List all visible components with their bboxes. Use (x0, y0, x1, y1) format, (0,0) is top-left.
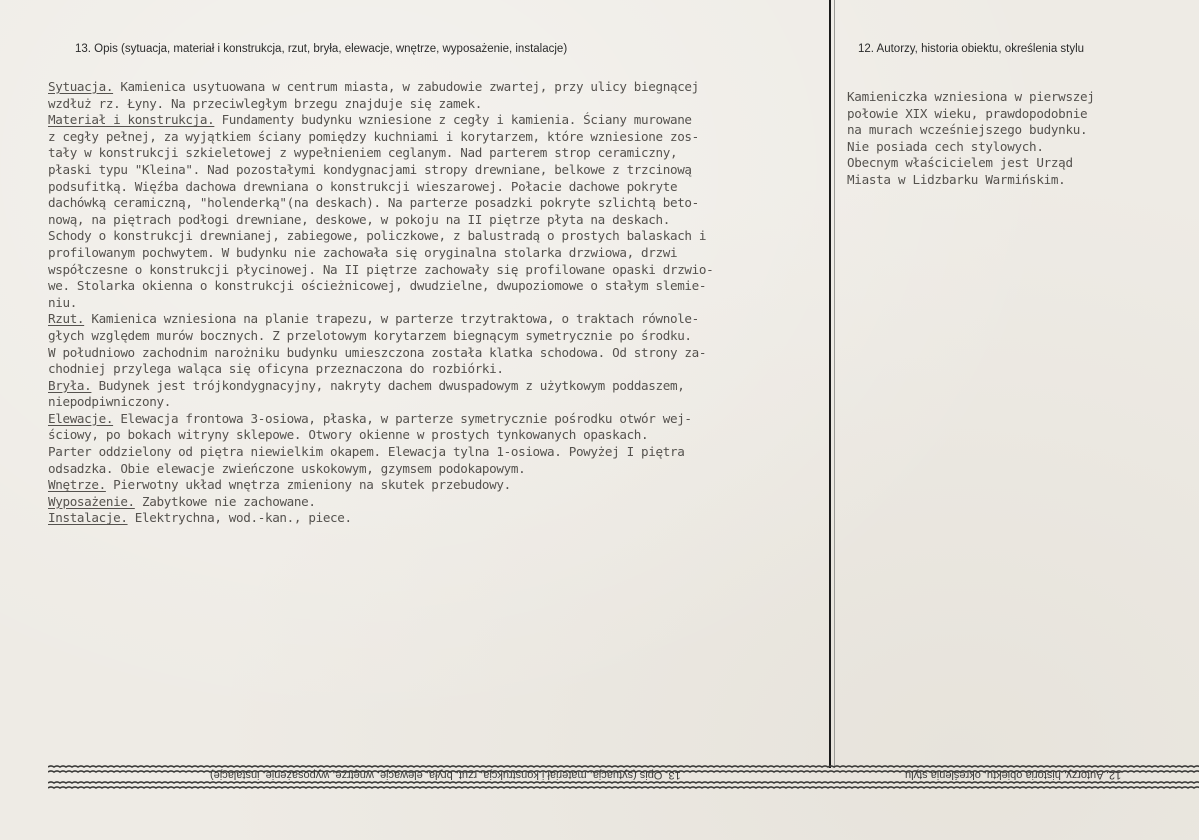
text-line (48, 378, 828, 395)
line-text: współczesne o konstrukcji płycinowej. Na II piętrze zachowały się profilowane opaski drzwio- (48, 261, 714, 277)
text-line (48, 295, 828, 312)
line-text: Fundamenty budynku wzniesione z cegły i kamienia. Ściany murowane (214, 112, 692, 128)
line-text: Elewacja frontowa 3-osiowa, płaska, w parterze symetrycznie pośrodku otwór wej- (113, 410, 692, 426)
description-text (48, 79, 828, 527)
text-line (48, 328, 828, 345)
text-line (48, 262, 828, 279)
line-text: Parter oddzielony od piętra niewielkim okapem. Elewacja tylna 1-osiowa. Powyżej I piętra (48, 444, 685, 460)
column-divider-shadow (834, 0, 835, 768)
text-line: na murach wcześniejszego budynku. (847, 122, 1088, 138)
section-12-heading: 12. Autorzy, historia obiektu, określenia stylu (858, 43, 1085, 55)
text-line (48, 444, 828, 461)
column-divider (829, 0, 831, 768)
text-line (48, 228, 828, 245)
line-text: Kamienica usytuowana w centrum miasta, w zabudowie zwartej, przy ulicy biegnącej (113, 79, 699, 94)
text-line (48, 427, 828, 444)
text-line (48, 510, 828, 527)
section-label: Instalacje. (48, 510, 128, 526)
text-line (48, 96, 828, 113)
text-line (48, 179, 828, 196)
mirrored-section-13-heading: 13. Opis (sytuacja, materiał i konstrukcja, rzut, bryła, elewacje, wnętrze, wyposażenie, instalacje) (210, 769, 681, 781)
text-line (48, 278, 828, 295)
text-line (48, 411, 828, 428)
text-line (48, 212, 828, 229)
text-line (48, 477, 828, 494)
wave-line (48, 787, 1199, 788)
section-label: Bryła. (48, 377, 92, 393)
section-label: Elewacje. (48, 410, 114, 426)
line-text: dachówką ceramiczną, "holenderką"(na deskach). Na parterze posadzki pokryte szlichtą beto- (48, 195, 699, 211)
line-text: profilowanym pochwytem. W budynku nie zachowała się oryginalna stolarka drzwiowa, drzwi (48, 244, 678, 260)
text-line: Kamieniczka wzniesiona w pierwszej (847, 89, 1095, 104)
line-text: tały w konstrukcji szkieletowej z wypełnieniem ceglanym. Nad parterem strop ceramiczny, (48, 145, 678, 161)
text-line (48, 195, 828, 212)
line-text: W południowo zachodnim narożniku budynku umieszczona została klatka schodowa. Od strony za- (48, 344, 707, 360)
line-text: Pierwotny układ wnętrza zmieniony na skutek przebudowy. (105, 477, 511, 493)
text-line (48, 79, 828, 96)
section-label: Rzut. (48, 311, 85, 327)
section-label: Sytuacja. (48, 79, 114, 94)
text-line (48, 162, 828, 179)
line-text: niu. (48, 294, 77, 310)
line-text: Elektrychna, wod.-kan., piece. (127, 510, 352, 526)
text-line: Miasta w Lidzbarku Warmińskim. (847, 171, 1066, 187)
line-text: podsufitką. Więźba dachowa drewniana o konstrukcji wieszarowej. Połacie dachowe pokryte (48, 178, 678, 194)
line-text: nową, na piętrach podłogi drewniane, deskowe, w pokoju na II piętrze płyta na deskach. (48, 211, 670, 227)
section-label: Wyposażenie. (48, 493, 135, 509)
text-line: Nie posiada cech stylowych. (847, 138, 1044, 154)
text-line (48, 461, 828, 478)
line-text: niepodpiwniczony. (48, 394, 171, 410)
text-line (48, 112, 828, 129)
line-text: wzdłuż rz. Łyny. Na przeciwległym brzegu znajduje się zamek. (48, 95, 482, 111)
text-line (48, 394, 828, 411)
text-line (48, 311, 828, 328)
text-line (48, 361, 828, 378)
line-text: ściowy, po bokach witryny sklepowe. Otwory okienne w prostych tynkowanych opaskach. (48, 427, 649, 443)
section-label: Materiał i konstrukcja. (48, 112, 215, 128)
line-text: Kamienica wzniesiona na planie trapezu, w parterze trzytraktowa, o traktach równole- (84, 311, 699, 327)
text-line (48, 129, 828, 146)
text-line: połowie XIX wieku, prawdopodobnie (847, 105, 1088, 121)
line-text: we. Stolarka okienna o konstrukcji ościeżnicowej, dwudzielne, dwupoziomowe o stałym slemie- (48, 278, 707, 294)
section-13-heading: 13. Opis (sytuacja, materiał i konstrukcja, rzut, bryła, elewacje, wnętrze, wyposażenie, instalacje) (75, 43, 568, 55)
text-line: Obecnym właścicielem jest Urząd (847, 155, 1073, 171)
line-text: Schody o konstrukcji drewnianej, zabiegowe, policzkowe, z balustradą o prostych balaskach i (48, 228, 707, 244)
line-text: odsadzka. Obie elewacje zwieńczone uskokowym, gzymsem podokapowym. (48, 460, 526, 476)
line-text: głych względem murów bocznych. Z przelotowym korytarzem biegnącym symetrycznie po środku. (48, 327, 692, 343)
line-text: z cegły pełnej, za wyjątkiem ściany pomiędzy kuchniami i korytarzem, które wzniesione zos- (48, 128, 699, 144)
text-line (48, 345, 828, 362)
authors-history-text (847, 89, 1187, 189)
section-label: Wnętrze. (48, 477, 106, 493)
line-text: Budynek jest trójkondygnacyjny, nakryty dachem dwuspadowym z użytkowym poddaszem, (91, 377, 685, 393)
text-line (48, 245, 828, 262)
wave-line (48, 766, 1199, 767)
line-text: chodniej przylega waląca się oficyna przeznaczona do rozbiórki. (48, 361, 504, 377)
mirrored-section-12-heading: 12. Autorzy, historia obiektu, określenia stylu (905, 769, 1122, 781)
line-text: płaski typu "Kleina". Nad pozostałymi kondygnacjami stropy drewniane, belkowe z trzcinową (48, 161, 692, 177)
wave-line (48, 782, 1199, 783)
text-line (48, 494, 828, 511)
text-line (48, 145, 828, 162)
line-text: Zabytkowe nie zachowane. (134, 493, 316, 509)
